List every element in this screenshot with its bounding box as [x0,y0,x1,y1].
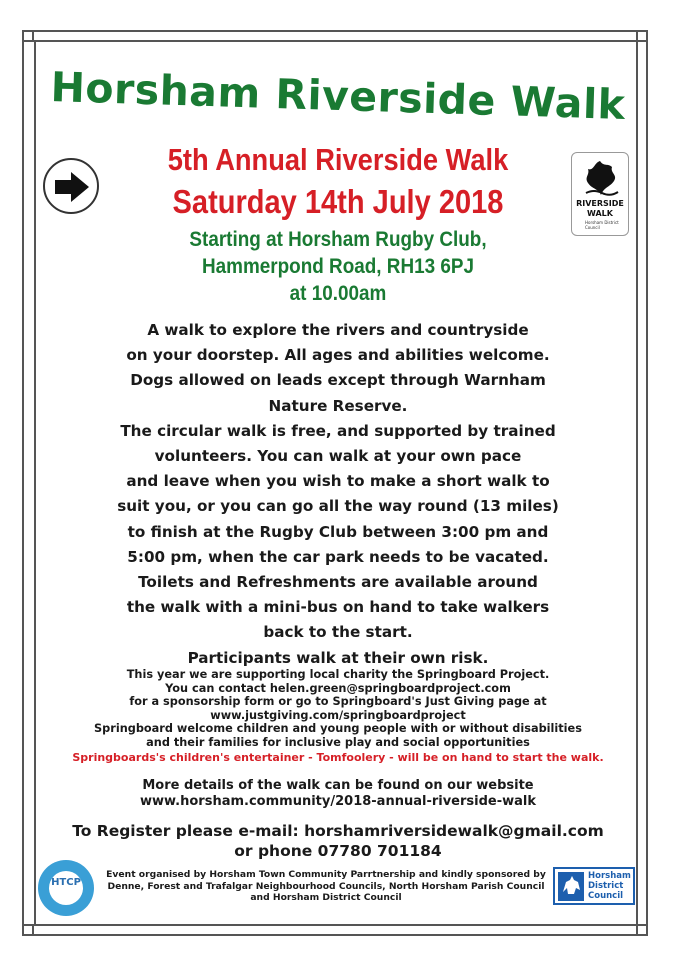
htcp-logo [38,860,94,916]
register-email[interactable]: To Register please e-mail: horshamriversidewalk@gmail.com [72,822,604,840]
start-location-line2: Hammerpond Road, RH13 6PJ [201,255,475,278]
footer-credits [102,869,550,904]
charity-line: for a sponsorship form or go to Springboard's Just Giving page at [129,695,547,709]
description [70,318,606,671]
description-line: Dogs allowed on leads except through Warnham [130,371,546,390]
description-line: and leave when you wish to make a short walk to [126,472,550,491]
charity-line: Springboard welcome children and young people with or without disabilities [94,722,582,736]
frame-corner [22,30,34,42]
footer-line: Denne, Forest and Trafalgar Neighbourhood Councils, North Horsham Parish Council [107,880,545,892]
logo-name-line2: WALK [587,209,613,218]
charity-contact-email[interactable]: You can contact helen.green@springboardproject.com [165,681,511,695]
description-line: to finish at the Rugby Club between 3:00 pm and [127,522,549,541]
justgiving-link[interactable]: www.justgiving.com/springboardproject [210,708,466,722]
footer-line: Event organised by Horsham Town Community Parrtnership and kindly sponsored by [106,869,546,880]
logo-sub: Horsham District Council [585,220,619,230]
description-line: Nature Reserve. [268,396,408,415]
description-line: Participants walk at their own risk. [187,648,489,667]
hdc-line3: Council [588,891,624,901]
frame-corner [22,924,34,936]
charity-line: and their families for inclusive play and social opportunities [146,735,530,749]
entertainer-note: Springboards's children's entertainer - Tomfoolery - will be on hand to start the walk. [72,751,604,764]
register-info [50,821,626,861]
register-phone[interactable]: or phone 07780 701184 [234,842,442,860]
frame-corner [636,924,648,936]
hdc-line1: Horsham [588,871,631,881]
more-details-text: More details of the walk can be found on our website [142,778,534,793]
description-line: on your doorstep. All ages and abilities welcome. [126,346,550,365]
description-line: Toilets and Refreshments are available around [138,573,538,592]
headline-edition: 5th Annual Riverside Walk [167,142,509,177]
headline-date: Saturday 14th July 2018 [172,183,504,220]
more-details [60,778,616,810]
horsham-district-council-logo [553,867,635,905]
footer-line: and Horsham District Council [250,892,402,903]
description-line: 5:00 pm, when the car park needs to be vacated. [127,547,549,566]
page-title: Horsham Riverside Walk [49,62,627,130]
description-line: volunteers. You can walk at your own pace [154,447,522,466]
description-line: back to the start. [263,623,413,642]
charity-line: This year we are supporting local charity the Springboard Project. [126,668,550,681]
hdc-line2: District [588,881,624,891]
charity-info [70,668,606,750]
shield-icon [558,872,584,901]
start-time: at 10.00am [289,282,387,305]
website-link[interactable]: www.horsham.community/2018-annual-riverside-walk [139,794,537,809]
start-location-line1: Starting at Horsham Rugby Club, [189,228,487,251]
description-line: suit you, or you can go all the way round (13 miles) [117,497,559,516]
description-line: A walk to explore the rivers and countryside [147,321,529,339]
description-line: the walk with a mini-bus on hand to take walkers [126,598,550,617]
frame-corner [636,30,648,42]
htcp-logo-text: HTCP [51,877,81,888]
logo-name-line1: RIVERSIDE [576,199,624,208]
description-line: The circular walk is free, and supported by trained [120,421,556,440]
